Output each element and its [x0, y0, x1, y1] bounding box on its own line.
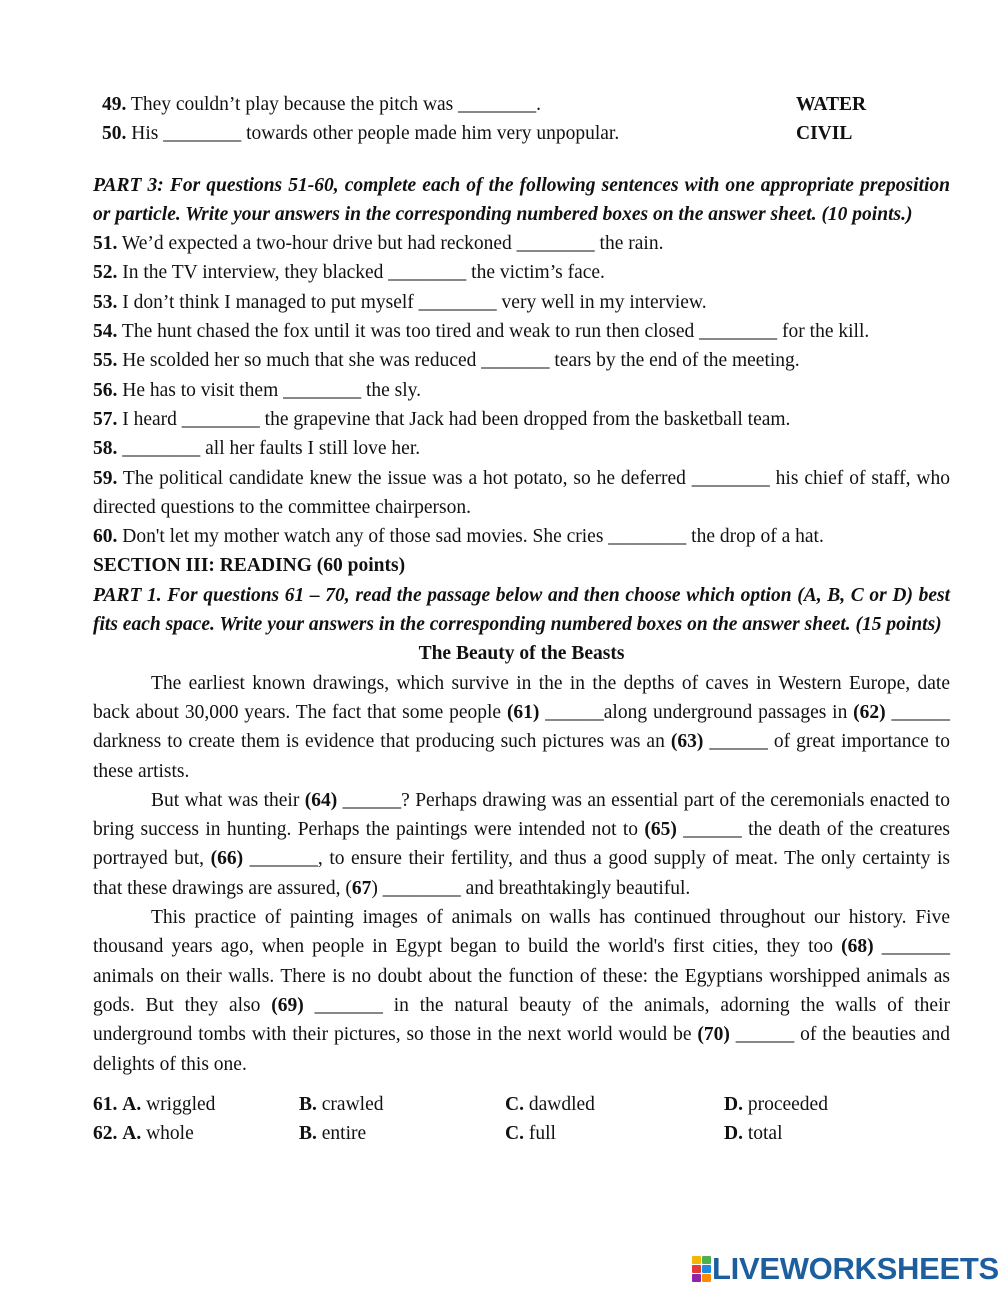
part3-instruction: PART 3: For questions 51-60, complete each of the following sentences with one appropriate preposition or particle. Write your answers in the corresponding numbered boxes on the answer sheet. (10 points.): [93, 174, 950, 225]
option-b: B. entire: [299, 1123, 367, 1145]
passage-paragraph-1: The earliest known drawings, which survive in the in the depths of caves in Western Europe, date back about 30,000 years. The fact that some people (61) ______along underground passages in (62) ______ darkness to create them is evidence that producing such pictures was an (63) ______ of great importance to these artists.: [93, 672, 951, 782]
option-a: 62. A. whole: [93, 1123, 194, 1145]
question-50: [93, 119, 950, 148]
liveworksheets-logo[interactable]: [692, 1253, 999, 1285]
worksheet-page: [93, 90, 950, 1148]
question-58: 58. ________ all her faults I still love her.: [93, 438, 421, 460]
question-51: 51. We’d expected a two-hour drive but had reckoned ________ the rain.: [93, 233, 664, 255]
question-text: They couldn’t play because the pitch was ________.: [130, 94, 542, 115]
question-56: 56. He has to visit them ________ the sly.: [93, 379, 422, 401]
section-heading: SECTION III: READING (60 points): [93, 555, 406, 577]
root-word: WATER: [796, 94, 867, 115]
question-number: 49.: [102, 94, 127, 115]
question-59: 59. The political candidate knew the issue was a hot potato, so he deferred ________ his chief of staff, who directed questions to the committee chairperson.: [93, 467, 950, 518]
option-c: C. dawdled: [505, 1093, 595, 1115]
root-word: CIVIL: [796, 123, 853, 145]
option-d: D. total: [724, 1123, 783, 1145]
options-row-62: [93, 1119, 950, 1148]
option-c: C. full: [505, 1123, 556, 1145]
passage-paragraph-2: But what was their (64) ______? Perhaps drawing was an essential part of the ceremonials enacted to bring success in hunting. Perhaps the paintings were intended not to (65) ______ the death of the creatures portrayed but, (66) _______, to ensure their fertility, and thus a good supply of meat. The only certainty is that these drawings are assured, (67) ________ and breathtakingly beautiful.: [93, 789, 951, 899]
question-52: 52. In the TV interview, they blacked ________ the victim’s face.: [93, 262, 605, 284]
liveworksheets-logo-icon: [692, 1256, 710, 1282]
question-57: 57. I heard ________ the grapevine that Jack had been dropped from the basketball team.: [93, 408, 791, 430]
passage-paragraph-3: This practice of painting images of animals on walls has continued throughout our history. Five thousand years ago, when people in Egypt began to build the world's first cities, they too (68) _______ animals on their walls. There is no doubt about the function of these: the Egyptians worshipped animals as gods. But they also (69) _______ in the natural beauty of the animals, adorning the walls of their underground tombs with their pictures, so those in the next world would be (70) ______ of the beauties and delights of this one.: [93, 907, 950, 1075]
option-d: D. proceeded: [724, 1093, 828, 1115]
question-53: 53. I don’t think I managed to put myself ________ very well in my interview.: [93, 291, 707, 313]
question-60: 60. Don't let my mother watch any of those sad movies. She cries ________ the drop of a hat.: [93, 526, 824, 548]
part1-instruction: PART 1. For questions 61 – 70, read the passage below and then choose which option (A, B, C or D) best fits each space. Write your answers in the corresponding numbered boxes on the answer sheet. (15 points): [93, 584, 950, 636]
question-text: His ________ towards other people made him very unpopular.: [131, 123, 620, 145]
option-b: B. crawled: [299, 1093, 384, 1115]
question-54: 54. The hunt chased the fox until it was too tired and weak to run then closed ________ for the kill.: [93, 321, 870, 343]
brand-name: LIVEWORKSHEETS: [712, 1251, 999, 1286]
question-49: [93, 90, 950, 119]
question-55: 55. He scolded her so much that she was reduced _______ tears by the end of the meeting.: [93, 350, 800, 372]
option-a: 61. A. wriggled: [93, 1093, 216, 1115]
options-row-61: [93, 1090, 950, 1119]
passage-title: The Beauty of the Beasts: [418, 643, 625, 665]
question-number: 50.: [102, 123, 127, 145]
